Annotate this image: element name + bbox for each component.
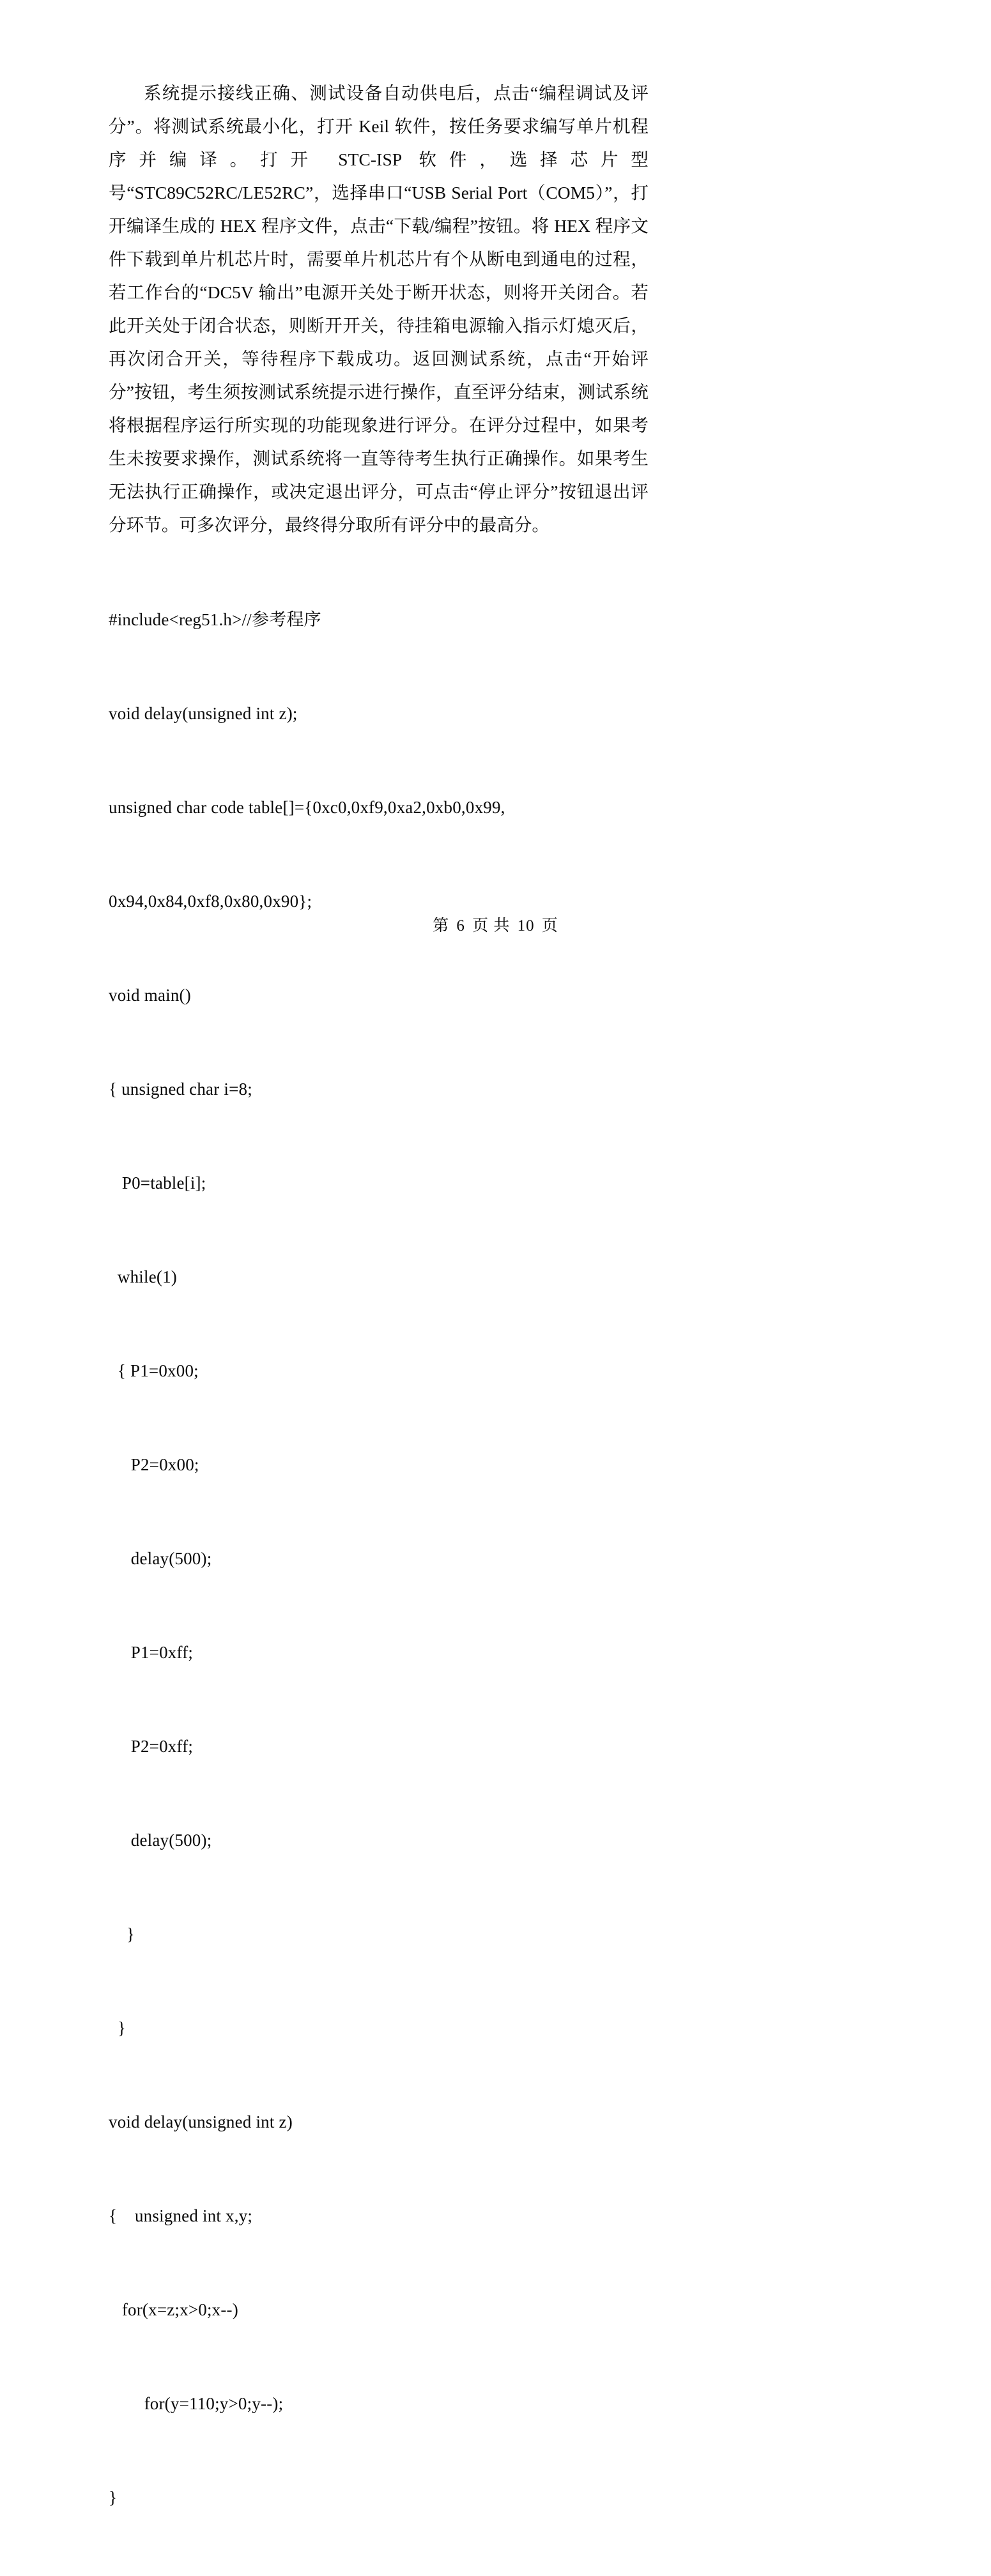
footer-middle: 页 共 bbox=[472, 917, 511, 934]
code-line: delay(500); bbox=[109, 1549, 212, 1568]
footer-total-pages: 10 bbox=[517, 917, 535, 934]
footer-prefix: 第 bbox=[433, 917, 450, 934]
footer-current-page: 6 bbox=[456, 917, 465, 934]
code-line: P1=0xff; bbox=[109, 1643, 194, 1662]
code-line: delay(500); bbox=[109, 1831, 212, 1850]
footer-suffix: 页 bbox=[541, 917, 558, 934]
code-line: for(x=z;x>0;x--) bbox=[109, 2300, 238, 2319]
code-line: } bbox=[109, 1924, 135, 1944]
code-line: } bbox=[109, 2018, 127, 2038]
code-line: P0=table[i]; bbox=[109, 1173, 206, 1193]
code-line: P2=0xff; bbox=[109, 1737, 194, 1756]
code-line: for(y=110;y>0;y--); bbox=[109, 2394, 284, 2413]
code-line: { unsigned int x,y; bbox=[109, 2206, 253, 2225]
code-line: while(1) bbox=[109, 1267, 177, 1286]
page-footer bbox=[0, 915, 991, 937]
code-line: { P1=0x00; bbox=[109, 1361, 199, 1380]
code-line: #include<reg51.h>//参考程序 bbox=[109, 610, 321, 629]
code-line: unsigned char code table[]={0xc0,0xf9,0xa2,0xb0,0x99, bbox=[109, 798, 505, 817]
code-line: void delay(unsigned int z) bbox=[109, 2112, 293, 2131]
code-line: void main() bbox=[109, 986, 191, 1005]
code-line: { unsigned char i=8; bbox=[109, 1079, 252, 1099]
page-content-column bbox=[109, 77, 649, 2576]
code-line: 0x94,0x84,0xf8,0x80,0x90}; bbox=[109, 892, 312, 911]
body-paragraph: 系统提示接线正确、测试设备自动供电后，点击“编程调试及评分”。将测试系统最小化，打开 Keil 软件，按任务要求编写单片机程序并编译。打开 STC-ISP 软件，选择芯片型号“STC89C52RC/LE52RC”，选择串口“USB Serial Port（COM5）”，打开编译生成的 HEX 程序文件，点击“下载/编程”按钮。将 HEX 程序文件下载到单片机芯片时，需要单片机芯片有个从断电到通电的过程，若工作台的“DC5V 输出”电源开关处于断开状态，则将开关闭合。若此开关处于闭合状态，则断开开关，待挂箱电源输入指示灯熄灭后，再次闭合开关，等待程序下载成功。返回测试系统，点击“开始评分”按钮，考生须按测试系统提示进行操作，直至评分结束，测试系统将根据程序运行所实现的功能现象进行评分。在评分过程中，如果考生未按要求操作，测试系统将一直等待考生执行正确操作。如果考生无法执行正确操作，或决定退出评分，可点击“停止评分”按钮退出评分环节。可多次评分，最终得分取所有评分中的最高分。 bbox=[109, 83, 649, 535]
reference-program-code-block bbox=[109, 542, 649, 2576]
code-line: } bbox=[109, 2488, 118, 2507]
code-line: void delay(unsigned int z); bbox=[109, 704, 298, 723]
code-line: P2=0x00; bbox=[109, 1455, 199, 1474]
